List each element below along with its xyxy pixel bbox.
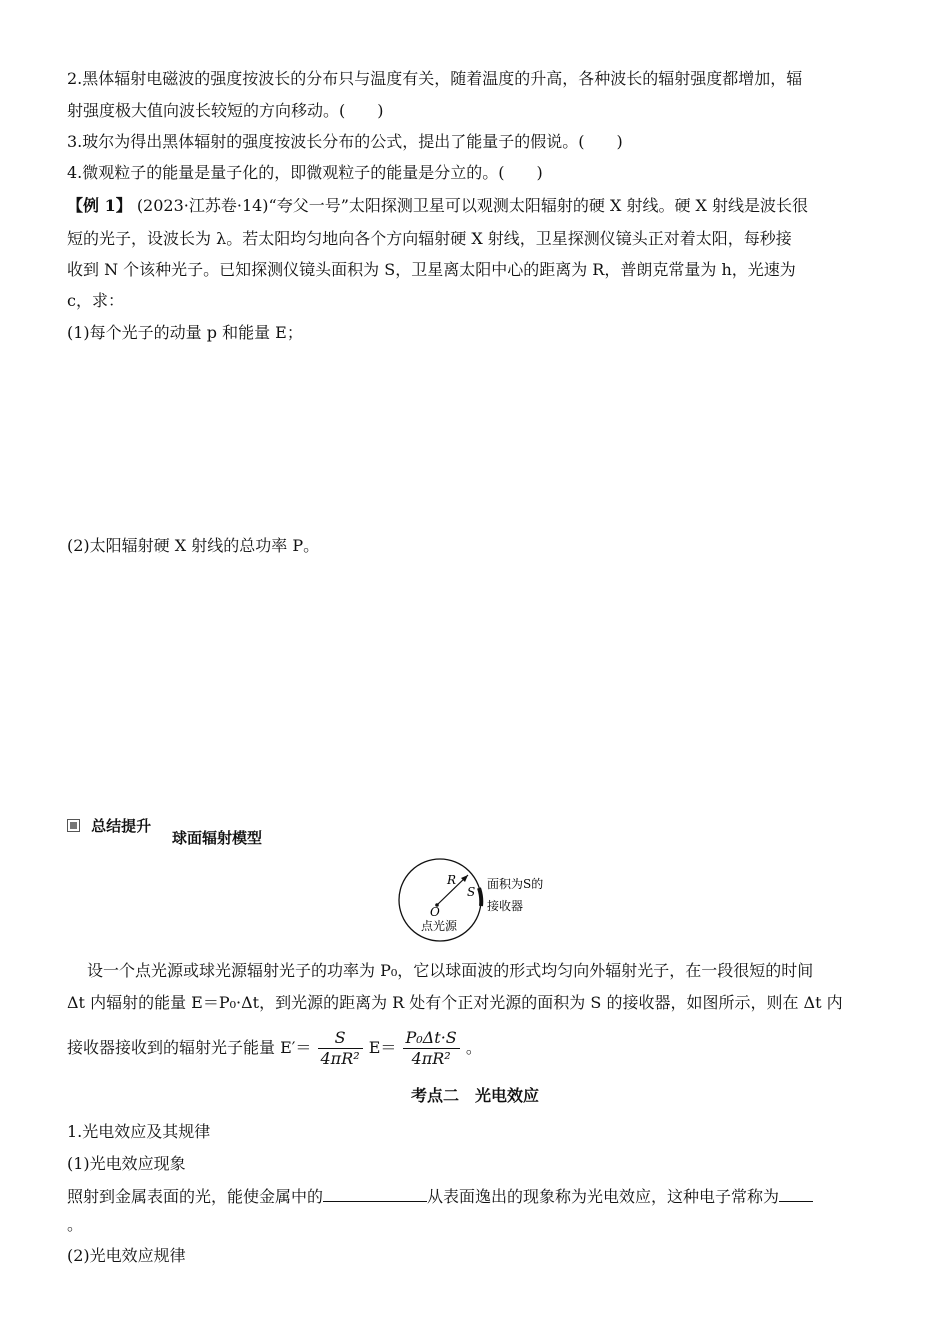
example-line2: 短的光子，设波长为 λ。若太阳均匀地向各个方向辐射硬 X 射线，卫星探测仪镜头正对着太阳，每秒接 bbox=[67, 229, 792, 248]
judge-item-4: 4.微观粒子的能量是量子化的，即微观粒子的能量是分立的。( ) bbox=[67, 163, 543, 182]
summary-heading: 总结提升 bbox=[91, 818, 152, 835]
fill-blank-1[interactable] bbox=[323, 1185, 427, 1202]
question-2: (2)太阳辐射硬 X 射线的总功率 P。 bbox=[67, 536, 320, 555]
judge-item-3: 3.玻尔为得出黑体辐射的强度按波长分布的公式，提出了能量子的假说。( ) bbox=[67, 132, 623, 151]
fraction-1-denominator: 4πR² bbox=[320, 1049, 360, 1068]
fraction-2-denominator: 4πR² bbox=[411, 1049, 451, 1068]
summary-heading-row bbox=[67, 815, 151, 838]
example-text-1: (2023·江苏卷·14)“夸父一号”太阳探测卫星可以观测太阳辐射的硬 X 射线。硬 X 射线是波长很 bbox=[136, 196, 809, 215]
example-line3: 收到 N 个该种光子。已知探测仪镜头面积为 S，卫星离太阳中心的距离为 R，普朗克常量为 h，光速为 bbox=[67, 260, 796, 279]
fraction-1 bbox=[318, 1028, 363, 1069]
fraction-2-numerator: P₀Δt·S bbox=[403, 1028, 460, 1049]
receiver-arc bbox=[479, 888, 481, 906]
fraction-1-numerator: S bbox=[318, 1028, 363, 1049]
summary-para-line1: 设一个点光源或球光源辐射光子的功率为 P₀，它以球面波的形式均匀向外辐射光子，在一段很短的时间 bbox=[87, 961, 814, 980]
label-s: S bbox=[467, 885, 476, 899]
heading-1: 1.光电效应及其规律 bbox=[67, 1122, 211, 1141]
example-line4: c，求： bbox=[67, 291, 124, 310]
formula-prefix: 接收器接收到的辐射光子能量 E′＝ bbox=[67, 1038, 312, 1057]
fill-prefix: 照射到金属表面的光，能使金属中的 bbox=[67, 1187, 324, 1206]
sphere-radiation-figure bbox=[395, 858, 565, 948]
example-label: 【例 1】 bbox=[67, 196, 132, 215]
heading-1-2: (2)光电效应规律 bbox=[67, 1246, 186, 1265]
label-area-1: 面积为S的 bbox=[487, 877, 544, 891]
label-o: O bbox=[430, 905, 440, 919]
summary-formula-line bbox=[67, 1024, 482, 1072]
formula-end: 。 bbox=[465, 1038, 482, 1057]
fill-blank-2[interactable] bbox=[779, 1185, 813, 1202]
judge-item-2-line1: 2.黑体辐射电磁波的强度按波长的分布只与温度有关，随着温度的升高，各种波长的辐射强度都增加，辐 bbox=[67, 69, 803, 88]
label-area-2: 接收器 bbox=[487, 899, 524, 913]
formula-mid: E＝ bbox=[368, 1038, 397, 1057]
summary-icon bbox=[67, 819, 80, 832]
fraction-2 bbox=[403, 1028, 460, 1069]
heading-1-1: (1)光电效应现象 bbox=[67, 1154, 186, 1173]
example-line1 bbox=[67, 195, 808, 217]
section-title: 考点二 光电效应 bbox=[410, 1088, 539, 1105]
fill-end: 。 bbox=[67, 1215, 84, 1234]
question-1: (1)每个光子的动量 p 和能量 E； bbox=[67, 323, 303, 342]
model-title: 球面辐射模型 bbox=[172, 830, 263, 847]
label-source: 点光源 bbox=[421, 919, 458, 933]
fill-middle: 从表面逸出的现象称为光电效应，这种电子常称为 bbox=[427, 1187, 780, 1206]
fill-sentence bbox=[67, 1185, 813, 1208]
judge-item-2-line2: 射强度极大值向波长较短的方向移动。( ) bbox=[67, 101, 384, 120]
summary-para-line2: Δt 内辐射的能量 E＝P₀·Δt，到光源的距离为 R 处有个正对光源的面积为 S 的接收器，如图所示，则在 Δt 内 bbox=[67, 993, 843, 1012]
label-r: R bbox=[447, 873, 457, 887]
